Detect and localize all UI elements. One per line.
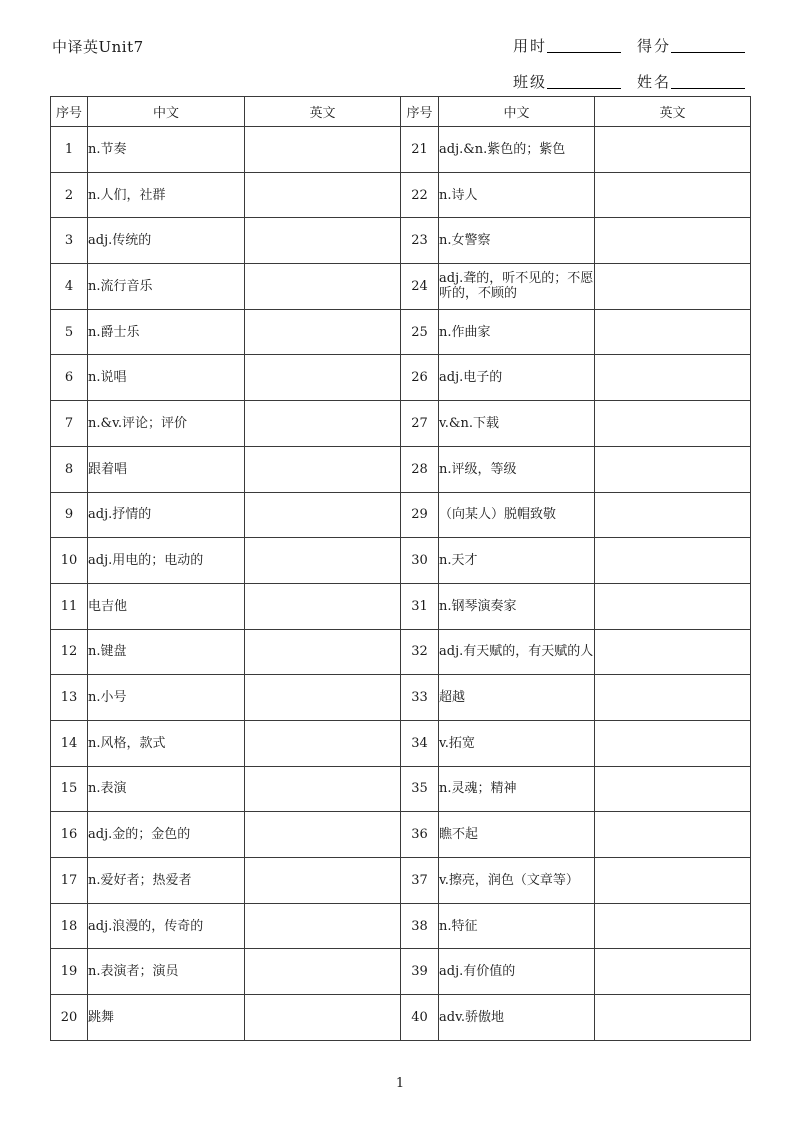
header-num-right: 序号: [401, 97, 439, 127]
chinese-term: n.小号: [88, 675, 245, 721]
chinese-term: n.&v.评论；评价: [88, 401, 245, 447]
item-number: 38: [401, 903, 439, 949]
item-number: 28: [401, 446, 439, 492]
item-number: 24: [401, 264, 439, 310]
english-answer-cell[interactable]: [245, 720, 401, 766]
english-answer-cell[interactable]: [245, 218, 401, 264]
item-number: 5: [51, 309, 88, 355]
chinese-term: adj.聋的，听不见的；不愿听的，不顾的: [439, 264, 595, 310]
item-number: 4: [51, 264, 88, 310]
chinese-term: （向某人）脱帽致敬: [439, 492, 595, 538]
table-row: [51, 538, 751, 584]
chinese-term: adj.传统的: [88, 218, 245, 264]
table-row: [51, 264, 751, 310]
english-answer-cell[interactable]: [245, 995, 401, 1041]
chinese-term: n.表演者；演员: [88, 949, 245, 995]
item-number: 17: [51, 858, 88, 904]
chinese-term: 瞧不起: [439, 812, 595, 858]
english-answer-cell[interactable]: [595, 127, 751, 173]
table-row: [51, 127, 751, 173]
chinese-term: adv.骄傲地: [439, 995, 595, 1041]
item-number: 7: [51, 401, 88, 447]
item-number: 36: [401, 812, 439, 858]
name-label: 姓名: [637, 73, 672, 91]
chinese-term: n.爵士乐: [88, 309, 245, 355]
table-row: [51, 218, 751, 264]
item-number: 30: [401, 538, 439, 584]
item-number: 8: [51, 446, 88, 492]
class-field: [513, 71, 621, 92]
english-answer-cell[interactable]: [245, 446, 401, 492]
english-answer-cell[interactable]: [595, 675, 751, 721]
chinese-term: n.灵魂；精神: [439, 766, 595, 812]
table-row: [51, 355, 751, 401]
table-row: [51, 675, 751, 721]
chinese-term: n.特征: [439, 903, 595, 949]
english-answer-cell[interactable]: [245, 355, 401, 401]
chinese-term: n.说唱: [88, 355, 245, 401]
item-number: 37: [401, 858, 439, 904]
english-answer-cell[interactable]: [245, 401, 401, 447]
table-row: [51, 903, 751, 949]
item-number: 6: [51, 355, 88, 401]
table-row: [51, 812, 751, 858]
english-answer-cell[interactable]: [595, 446, 751, 492]
english-answer-cell[interactable]: [595, 629, 751, 675]
item-number: 26: [401, 355, 439, 401]
item-number: 18: [51, 903, 88, 949]
item-number: 3: [51, 218, 88, 264]
worksheet-title: 中译英Unit7: [52, 38, 144, 56]
chinese-term: n.作曲家: [439, 309, 595, 355]
english-answer-cell[interactable]: [245, 583, 401, 629]
item-number: 2: [51, 172, 88, 218]
chinese-term: 超越: [439, 675, 595, 721]
item-number: 10: [51, 538, 88, 584]
english-answer-cell[interactable]: [595, 720, 751, 766]
item-number: 23: [401, 218, 439, 264]
table-row: [51, 995, 751, 1041]
english-answer-cell[interactable]: [245, 127, 401, 173]
english-answer-cell[interactable]: [595, 309, 751, 355]
english-answer-cell[interactable]: [595, 949, 751, 995]
item-number: 33: [401, 675, 439, 721]
chinese-term: adj.抒情的: [88, 492, 245, 538]
class-blank-line[interactable]: [547, 87, 621, 89]
chinese-term: adj.浪漫的，传奇的: [88, 903, 245, 949]
chinese-term: n.流行音乐: [88, 264, 245, 310]
table-body: [51, 127, 751, 1041]
english-answer-cell[interactable]: [245, 858, 401, 904]
meta-row-1: [513, 20, 753, 56]
item-number: 31: [401, 583, 439, 629]
chinese-term: adj.&n.紫色的；紫色: [439, 127, 595, 173]
english-answer-cell[interactable]: [245, 172, 401, 218]
chinese-term: n.天才: [439, 538, 595, 584]
item-number: 14: [51, 720, 88, 766]
english-answer-cell[interactable]: [245, 903, 401, 949]
english-answer-cell[interactable]: [245, 629, 401, 675]
chinese-term: n.人们，社群: [88, 172, 245, 218]
english-answer-cell[interactable]: [595, 401, 751, 447]
english-answer-cell[interactable]: [595, 995, 751, 1041]
chinese-term: adj.有天赋的，有天赋的人: [439, 629, 595, 675]
name-blank-line[interactable]: [671, 87, 745, 89]
chinese-term: n.风格，款式: [88, 720, 245, 766]
chinese-term: adj.用电的；电动的: [88, 538, 245, 584]
time-blank-line[interactable]: [547, 51, 621, 53]
header-english-right: 英文: [595, 97, 751, 127]
chinese-term: v.&n.下载: [439, 401, 595, 447]
score-label: 得分: [637, 37, 672, 55]
chinese-term: adj.电子的: [439, 355, 595, 401]
item-number: 32: [401, 629, 439, 675]
table-row: [51, 858, 751, 904]
chinese-term: 跟着唱: [88, 446, 245, 492]
item-number: 12: [51, 629, 88, 675]
english-answer-cell[interactable]: [245, 492, 401, 538]
chinese-term: 跳舞: [88, 995, 245, 1041]
english-answer-cell[interactable]: [245, 812, 401, 858]
table-row: [51, 401, 751, 447]
header-chinese-right: 中文: [439, 97, 595, 127]
english-answer-cell[interactable]: [595, 218, 751, 264]
header-chinese-left: 中文: [88, 97, 245, 127]
chinese-term: 电吉他: [88, 583, 245, 629]
chinese-term: n.评级，等级: [439, 446, 595, 492]
table-row: [51, 309, 751, 355]
chinese-term: n.爱好者；热爱者: [88, 858, 245, 904]
english-answer-cell[interactable]: [245, 264, 401, 310]
item-number: 40: [401, 995, 439, 1041]
item-number: 25: [401, 309, 439, 355]
table-row: [51, 492, 751, 538]
table-header-row: [51, 97, 751, 127]
chinese-term: adj.金的；金色的: [88, 812, 245, 858]
score-field: [637, 35, 745, 56]
chinese-term: n.诗人: [439, 172, 595, 218]
item-number: 27: [401, 401, 439, 447]
time-field: [513, 35, 621, 56]
english-answer-cell[interactable]: [595, 812, 751, 858]
item-number: 21: [401, 127, 439, 173]
chinese-term: n.键盘: [88, 629, 245, 675]
table-row: [51, 720, 751, 766]
english-answer-cell[interactable]: [245, 949, 401, 995]
table-row: [51, 172, 751, 218]
chinese-term: n.钢琴演奏家: [439, 583, 595, 629]
english-answer-cell[interactable]: [595, 355, 751, 401]
item-number: 11: [51, 583, 88, 629]
item-number: 15: [51, 766, 88, 812]
item-number: 1: [51, 127, 88, 173]
english-answer-cell[interactable]: [595, 492, 751, 538]
english-answer-cell[interactable]: [595, 903, 751, 949]
item-number: 9: [51, 492, 88, 538]
table-row: [51, 766, 751, 812]
meta-fields: [513, 20, 753, 92]
english-answer-cell[interactable]: [245, 309, 401, 355]
item-number: 13: [51, 675, 88, 721]
english-answer-cell[interactable]: [245, 675, 401, 721]
item-number: 22: [401, 172, 439, 218]
page-number: 1: [395, 1076, 405, 1091]
item-number: 19: [51, 949, 88, 995]
item-number: 29: [401, 492, 439, 538]
name-field: [637, 71, 745, 92]
english-answer-cell[interactable]: [595, 264, 751, 310]
english-answer-cell[interactable]: [595, 766, 751, 812]
item-number: 16: [51, 812, 88, 858]
english-answer-cell[interactable]: [245, 766, 401, 812]
chinese-term: adj.有价值的: [439, 949, 595, 995]
chinese-term: v.擦亮，润色（文章等）: [439, 858, 595, 904]
chinese-term: n.节奏: [88, 127, 245, 173]
chinese-term: n.女警察: [439, 218, 595, 264]
table-row: [51, 583, 751, 629]
vocab-table: [50, 96, 751, 1041]
score-blank-line[interactable]: [671, 51, 745, 53]
chinese-term: n.表演: [88, 766, 245, 812]
english-answer-cell[interactable]: [595, 858, 751, 904]
english-answer-cell[interactable]: [245, 538, 401, 584]
table-row: [51, 949, 751, 995]
item-number: 39: [401, 949, 439, 995]
time-label: 用时: [513, 37, 548, 55]
item-number: 20: [51, 995, 88, 1041]
english-answer-cell[interactable]: [595, 538, 751, 584]
english-answer-cell[interactable]: [595, 172, 751, 218]
table-row: [51, 446, 751, 492]
chinese-term: v.拓宽: [439, 720, 595, 766]
english-answer-cell[interactable]: [595, 583, 751, 629]
meta-row-2: [513, 56, 753, 92]
header-english-left: 英文: [245, 97, 401, 127]
item-number: 34: [401, 720, 439, 766]
item-number: 35: [401, 766, 439, 812]
table-row: [51, 629, 751, 675]
class-label: 班级: [513, 73, 548, 91]
header-num-left: 序号: [51, 97, 88, 127]
